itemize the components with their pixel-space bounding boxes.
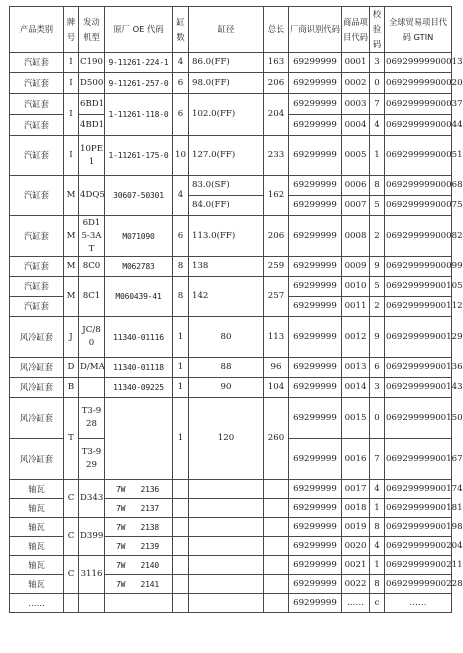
cylinders-cell: 8 [173,257,189,277]
engine-cell: 3116 [79,556,105,594]
gtin-cell: 06929999900105 [385,277,452,297]
oe-cell [105,518,173,537]
check-digit-cell: 8 [370,176,385,196]
item-code-cell: 0006 [342,176,370,196]
item-code-cell: 0017 [342,480,370,499]
bore-cell: 88 [189,358,264,378]
category-cell: 汽缸套 [10,176,64,216]
mfr-code-cell: 69299999 [289,556,342,575]
check-digit-cell: 9 [370,317,385,358]
check-digit-cell: 6 [370,358,385,378]
check-digit-cell: 5 [370,277,385,297]
check-digit-cell: 4 [370,537,385,556]
header-cylinders: 缸数 [173,7,189,53]
cylinders-cell [173,537,189,556]
bore-cell [189,518,264,537]
bore-cell: 90 [189,378,264,398]
engine-cell: 4BD1 [79,115,105,136]
oe-cell: M062783 [105,257,173,277]
item-code-cell: 0010 [342,277,370,297]
brand-cell: M [64,176,79,216]
check-digit-cell: 3 [370,53,385,73]
brand-cell: C [64,518,79,556]
oe-prefix: 7W [116,522,126,532]
oe-cell [105,556,173,575]
mfr-code-cell: 69299999 [289,317,342,358]
category-cell: 汽缸套 [10,277,64,297]
item-code-cell: 0022 [342,575,370,594]
table-row [10,277,452,297]
check-digit-cell: 1 [370,556,385,575]
gtin-cell: 06929999900082 [385,216,452,257]
category-cell: 汽缸套 [10,297,64,317]
item-code-cell: 0005 [342,136,370,176]
check-digit-cell: 9 [370,257,385,277]
bore-cell: 142 [189,277,264,317]
check-digit-cell: 1 [370,136,385,176]
oe-prefix: 7W [116,560,126,570]
gtin-cell: 06929999900068 [385,176,452,196]
category-cell: 风冷缸套 [10,439,64,480]
length-cell: 163 [264,53,289,73]
category-cell: 汽缸套 [10,257,64,277]
item-code-cell: 0013 [342,358,370,378]
category-cell: 轴瓦 [10,556,64,575]
gtin-cell: 06929999900075 [385,196,452,216]
table-row [10,176,452,196]
mfr-code-cell: 69299999 [289,594,342,613]
bore-cell: 98.0(FF) [189,73,264,94]
oe-cell [105,594,173,613]
header-item: 商品项目代码 [342,7,370,53]
oe-cell [105,398,173,480]
oe-prefix: 7W [116,541,126,551]
length-cell [264,518,289,537]
brand-cell: M [64,277,79,317]
gtin-cell: 06929999900181 [385,499,452,518]
oe-cell: 9-11261-224-1 [105,53,173,73]
length-cell: 206 [264,216,289,257]
engine-cell: 8C1 [79,277,105,317]
table-row [10,518,452,537]
check-digit-cell: c [370,594,385,613]
item-code-cell: 0016 [342,439,370,480]
length-cell: 257 [264,277,289,317]
table-row [10,398,452,439]
check-digit-cell: 8 [370,518,385,537]
category-cell: 轴瓦 [10,575,64,594]
table-row [10,556,452,575]
oe-cell: 1-11261-118-0 [105,94,173,136]
mfr-code-cell: 69299999 [289,136,342,176]
length-cell [264,537,289,556]
category-cell: 轴瓦 [10,518,64,537]
gtin-cell: 06929999900112 [385,297,452,317]
brand-cell: C [64,480,79,518]
oe-cell: M071090 [105,216,173,257]
mfr-code-cell: 69299999 [289,358,342,378]
item-code-cell: 0008 [342,216,370,257]
mfr-code-cell: 69299999 [289,53,342,73]
table-row [10,257,452,277]
oe-number: 2140 [140,560,159,570]
header-row [10,7,452,53]
engine-cell [79,594,105,613]
category-cell: 风冷缸套 [10,378,64,398]
cylinders-cell: 10 [173,136,189,176]
gtin-cell: …… [385,594,452,613]
cylinders-cell [173,499,189,518]
item-code-cell: 0019 [342,518,370,537]
category-cell: 汽缸套 [10,216,64,257]
length-cell: 113 [264,317,289,358]
oe-number: 2139 [140,541,159,551]
brand-cell: J [64,317,79,358]
mfr-code-cell: 69299999 [289,537,342,556]
length-cell [264,575,289,594]
cylinders-cell: 1 [173,358,189,378]
cylinders-cell [173,594,189,613]
item-code-cell: 0018 [342,499,370,518]
cylinders-cell [173,518,189,537]
cylinders-cell: 6 [173,94,189,136]
item-code-cell: 0002 [342,73,370,94]
oe-cell: 11340-09225 [105,378,173,398]
oe-cell: 9-11261-257-0 [105,73,173,94]
mfr-code-cell: 69299999 [289,216,342,257]
bore-cell: 84.0(FF) [189,196,264,216]
gtin-cell: 06929999900174 [385,480,452,499]
length-cell: 259 [264,257,289,277]
mfr-code-cell: 69299999 [289,499,342,518]
brand-cell: I [64,53,79,73]
header-check: 校验码 [370,7,385,53]
cylinders-cell: 8 [173,277,189,317]
gtin-cell: 06929999900228 [385,575,452,594]
item-code-cell: 0003 [342,94,370,115]
mfr-code-cell: 69299999 [289,115,342,136]
table-row [10,73,452,94]
category-cell: 汽缸套 [10,73,64,94]
table-row [10,216,452,257]
check-digit-cell: 7 [370,439,385,480]
length-cell [264,499,289,518]
engine-cell [79,378,105,398]
category-cell: …… [10,594,64,613]
oe-number: 2141 [140,579,159,589]
header-engine: 发动机型 [79,7,105,53]
bore-cell [189,594,264,613]
mfr-code-cell: 69299999 [289,439,342,480]
engine-cell: D399 [79,518,105,556]
engine-cell: D500 [79,73,105,94]
bore-cell [189,480,264,499]
category-cell: 轴瓦 [10,537,64,556]
header-mfr: 厂商识别代码 [289,7,342,53]
engine-cell: 6BD1 [79,94,105,115]
oe-prefix: 7W [116,503,126,513]
check-digit-cell: 2 [370,297,385,317]
engine-cell: 4DQ5 [79,176,105,216]
mfr-code-cell: 69299999 [289,398,342,439]
item-code-cell: 0021 [342,556,370,575]
category-cell: 汽缸套 [10,94,64,115]
bore-cell: 86.0(FF) [189,53,264,73]
check-digit-cell: 3 [370,378,385,398]
cylinders-cell: 6 [173,216,189,257]
item-code-cell: 0012 [342,317,370,358]
gtin-cell: 06929999900013 [385,53,452,73]
oe-prefix: 7W [116,484,126,494]
table-row [10,317,452,358]
item-code-cell: …… [342,594,370,613]
item-code-cell: 0015 [342,398,370,439]
engine-cell: JC/80 [79,317,105,358]
check-digit-cell: 4 [370,115,385,136]
engine-cell: T3-928 [79,398,105,439]
mfr-code-cell: 69299999 [289,73,342,94]
cylinders-cell: 4 [173,53,189,73]
mfr-code-cell: 69299999 [289,518,342,537]
header-bore: 缸径 [189,7,264,53]
length-cell: 162 [264,176,289,216]
header-category: 产品类别 [10,7,64,53]
gtin-cell: 06929999900051 [385,136,452,176]
gtin-cell: 06929999900198 [385,518,452,537]
engine-cell: C190 [79,53,105,73]
length-cell: 260 [264,398,289,480]
item-code-cell: 0011 [342,297,370,317]
category-cell: 轴瓦 [10,499,64,518]
gtin-cell: 06929999900099 [385,257,452,277]
gtin-cell: 06929999900143 [385,378,452,398]
length-cell: 104 [264,378,289,398]
gtin-cell: 06929999900167 [385,439,452,480]
table-row [10,480,452,499]
check-digit-cell: 5 [370,196,385,216]
gtin-cell: 06929999900150 [385,398,452,439]
gtin-cell: 06929999900204 [385,537,452,556]
item-code-cell: 0014 [342,378,370,398]
category-cell: 汽缸套 [10,53,64,73]
cylinders-cell: 1 [173,378,189,398]
length-cell [264,480,289,499]
brand-cell: I [64,73,79,94]
check-digit-cell: 2 [370,216,385,257]
length-cell [264,556,289,575]
engine-cell: T3-929 [79,439,105,480]
check-digit-cell: 8 [370,575,385,594]
cylinders-cell: 4 [173,176,189,216]
brand-cell [64,594,79,613]
check-digit-cell: 7 [370,94,385,115]
category-cell: 汽缸套 [10,115,64,136]
oe-number: 2136 [140,484,159,494]
table-row [10,594,452,613]
mfr-code-cell: 69299999 [289,480,342,499]
bore-cell: 83.0(SF) [189,176,264,196]
mfr-code-cell: 69299999 [289,575,342,594]
gtin-cell: 06929999900020 [385,73,452,94]
product-code-table [9,6,463,613]
table-row [10,358,452,378]
brand-cell: M [64,257,79,277]
engine-cell: D/MA [79,358,105,378]
oe-cell [105,499,173,518]
category-cell: 风冷缸套 [10,358,64,378]
brand-cell: B [64,378,79,398]
brand-cell: I [64,136,79,176]
brand-cell: I [64,94,79,136]
oe-cell: M060439-41 [105,277,173,317]
oe-cell: 30607-50301 [105,176,173,216]
mfr-code-cell: 69299999 [289,277,342,297]
bore-cell: 120 [189,398,264,480]
table-row [10,378,452,398]
cylinders-cell: 1 [173,398,189,480]
mfr-code-cell: 69299999 [289,297,342,317]
item-code-cell: 0020 [342,537,370,556]
item-code-cell: 0009 [342,257,370,277]
bore-cell: 138 [189,257,264,277]
mfr-code-cell: 69299999 [289,257,342,277]
mfr-code-cell: 69299999 [289,196,342,216]
engine-cell: 6D15-3AT [79,216,105,257]
header-brand: 牌号 [64,7,79,53]
gtin-cell: 06929999900037 [385,94,452,115]
bore-cell: 80 [189,317,264,358]
bore-cell [189,575,264,594]
gtin-cell: 06929999900129 [385,317,452,358]
item-code-cell: 0001 [342,53,370,73]
bore-cell [189,556,264,575]
category-cell: 风冷缸套 [10,398,64,439]
engine-cell: 10PE1 [79,136,105,176]
brand-cell: M [64,216,79,257]
check-digit-cell: 0 [370,398,385,439]
mfr-code-cell: 69299999 [289,378,342,398]
cylinders-cell [173,575,189,594]
bore-cell: 127.0(FF) [189,136,264,176]
engine-cell: 8C0 [79,257,105,277]
bore-cell [189,499,264,518]
table-row [10,136,452,176]
gtin-cell: 06929999900044 [385,115,452,136]
length-cell: 96 [264,358,289,378]
table-row [10,53,452,73]
oe-cell: 11340-01116 [105,317,173,358]
oe-number: 2138 [140,522,159,532]
table-row [10,94,452,115]
category-cell: 汽缸套 [10,136,64,176]
oe-cell: 11340-01118 [105,358,173,378]
brand-cell: C [64,556,79,594]
check-digit-cell: 1 [370,499,385,518]
category-cell: 风冷缸套 [10,317,64,358]
oe-cell [105,537,173,556]
item-code-cell: 0004 [342,115,370,136]
header-gtin: 全球贸易项目代码 GTIN [385,7,452,53]
header-oe: 原厂 OE 代码 [105,7,173,53]
length-cell: 206 [264,73,289,94]
cylinders-cell [173,556,189,575]
check-digit-cell: 4 [370,480,385,499]
oe-number: 2137 [140,503,159,513]
cylinders-cell [173,480,189,499]
brand-cell: D [64,358,79,378]
brand-cell: T [64,398,79,480]
item-code-cell: 0007 [342,196,370,216]
length-cell: 233 [264,136,289,176]
oe-cell: 1-11261-175-0 [105,136,173,176]
check-digit-cell: 0 [370,73,385,94]
bore-cell: 113.0(FF) [189,216,264,257]
oe-cell [105,575,173,594]
bore-cell [189,537,264,556]
bore-cell: 102.0(FF) [189,94,264,136]
cylinders-cell: 1 [173,317,189,358]
cylinders-cell: 6 [173,73,189,94]
length-cell: 204 [264,94,289,136]
category-cell: 轴瓦 [10,480,64,499]
mfr-code-cell: 69299999 [289,94,342,115]
engine-cell: D343 [79,480,105,518]
gtin-cell: 06929999900211 [385,556,452,575]
gtin-cell: 06929999900136 [385,358,452,378]
length-cell [264,594,289,613]
mfr-code-cell: 69299999 [289,176,342,196]
oe-prefix: 7W [116,579,126,589]
oe-cell [105,480,173,499]
header-length: 总长 [264,7,289,53]
